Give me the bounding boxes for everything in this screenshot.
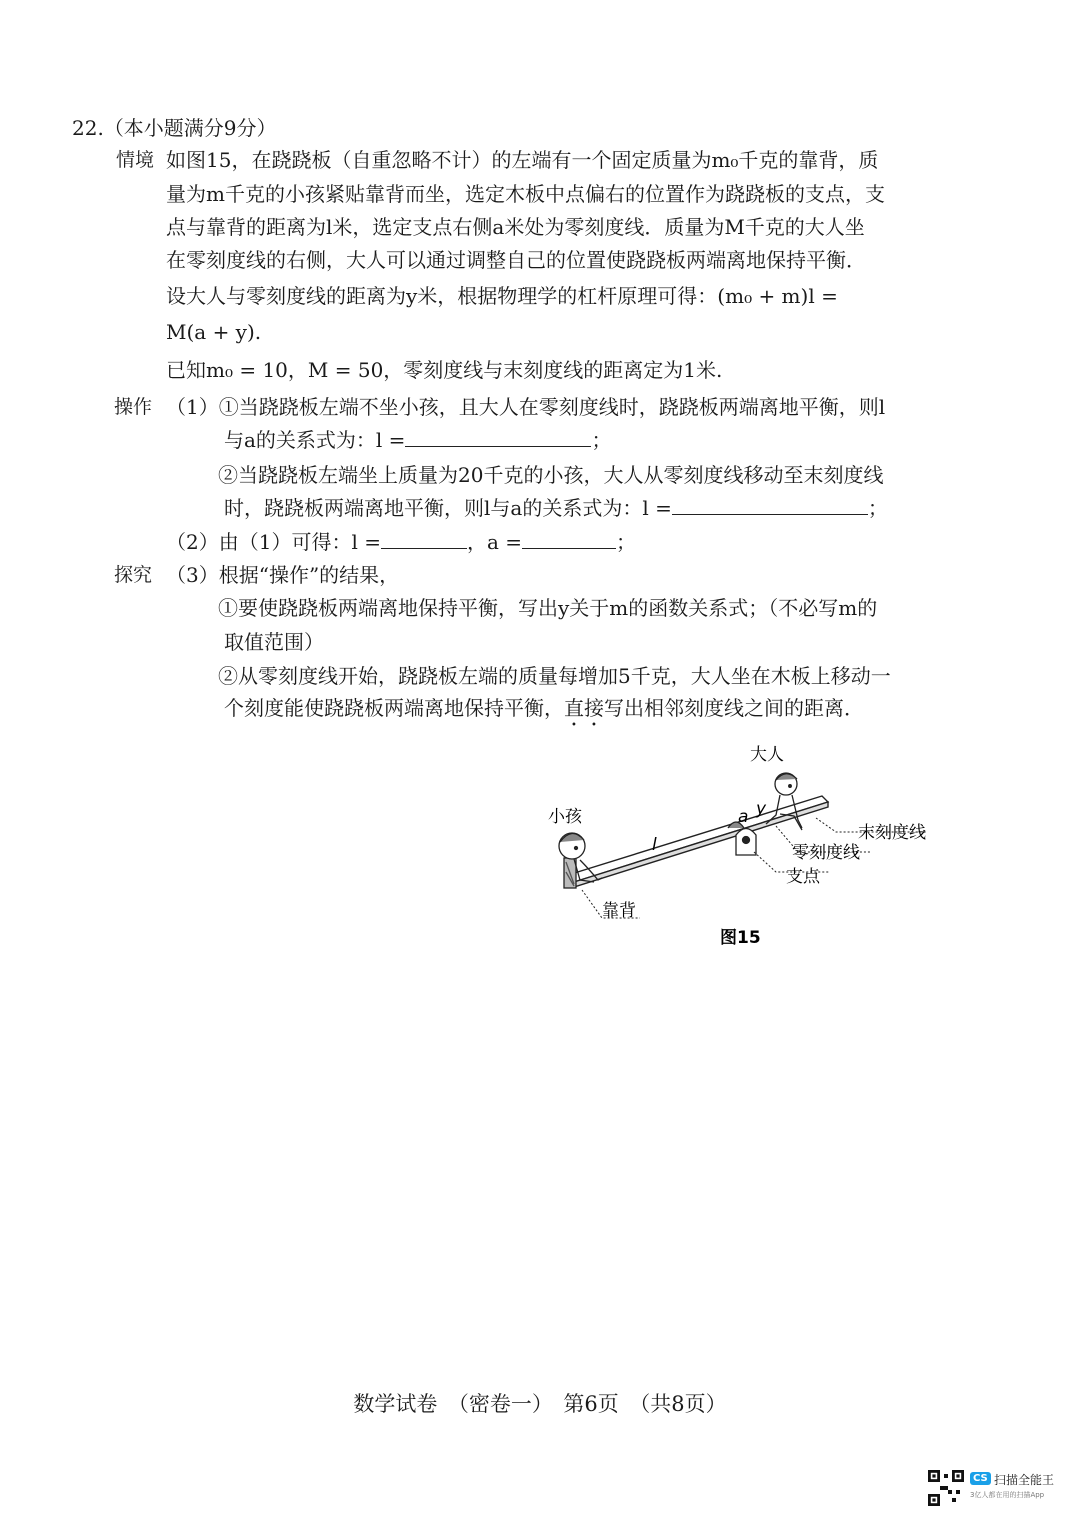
q1-2-line-b bbox=[224, 494, 888, 522]
operation-tag: 操作 bbox=[114, 396, 153, 418]
q3-1-line-b: 取值范围） bbox=[224, 630, 324, 654]
figure-label-adult: 大人 bbox=[750, 745, 784, 765]
scanner-slogan: 3亿人都在用的扫描App bbox=[970, 1491, 1045, 1499]
scanner-watermark bbox=[928, 1470, 1068, 1516]
figure-label-zero-line: 零刻度线 bbox=[792, 843, 860, 863]
question-number: 22. bbox=[72, 116, 104, 140]
seesaw-figure bbox=[540, 740, 960, 970]
figure-label-pivot: 支点 bbox=[786, 867, 820, 887]
scenario-line-3: 点与靠背的距离为l米，选定支点右侧a米处为零刻度线．质量为M千克的大人坐 bbox=[166, 215, 865, 239]
q3-2-line-a: ②从零刻度线开始，跷跷板左端的质量每增加5千克，大人坐在木板上移动一 bbox=[218, 664, 891, 688]
page-footer: 数学试卷 （密卷一） 第6页 （共8页） bbox=[353, 1392, 727, 1416]
q3-1-line-a: ①要使跷跷板两端离地保持平衡，写出y关于m的函数关系式；（不必写m的 bbox=[218, 596, 878, 620]
answer-blank-4[interactable] bbox=[522, 528, 616, 549]
q3-2-line-b bbox=[224, 694, 864, 731]
q3-2-text-pre: 个刻度能使跷跷板两端离地保持平衡， bbox=[224, 696, 564, 720]
backrest bbox=[564, 858, 576, 888]
scenario-tag: 情境 bbox=[116, 149, 155, 171]
answer-blank-3[interactable] bbox=[381, 528, 467, 549]
scenario-line-4: 在零刻度线的右侧，大人可以通过调整自己的位置使跷跷板两端离地保持平衡． bbox=[166, 248, 866, 272]
qr-code-icon bbox=[928, 1470, 964, 1506]
q2-prompt-l: （2）由（1）可得：l = bbox=[166, 530, 381, 554]
question-header bbox=[72, 114, 277, 142]
figure-label-backrest: 靠背 bbox=[602, 901, 636, 921]
scenario-line-7: 已知m₀ = 10，M = 50，零刻度线与末刻度线的距离定为1米. bbox=[166, 358, 723, 382]
q1-1-prompt: 与a的关系式为：l = bbox=[224, 428, 406, 452]
scanner-name: 扫描全能王 bbox=[994, 1473, 1055, 1487]
q2-line bbox=[166, 528, 636, 556]
q1-2-line-a: ②当跷跷板左端坐上质量为20千克的小孩，大人从零刻度线移动至末刻度线 bbox=[218, 463, 884, 487]
semicolon: ； bbox=[591, 428, 612, 452]
scenario-line-5: 设大人与零刻度线的距离为y米，根据物理学的杠杆原理可得：(m₀ + m)l = bbox=[166, 284, 838, 308]
scenario-line-2: 量为m千克的小孩紧贴靠背而坐，选定木板中点偏右的位置作为跷跷板的支点，支 bbox=[166, 182, 885, 206]
answer-blank-1[interactable] bbox=[405, 426, 591, 447]
figure-label-l: l bbox=[652, 835, 657, 855]
scanner-badge: CS bbox=[970, 1472, 991, 1485]
q1-1-line-a: （1）①当跷跷板左端不坐小孩，且大人在零刻度线时，跷跷板两端离地平衡，则l bbox=[166, 395, 886, 419]
question-points: （本小题满分9分） bbox=[103, 116, 277, 140]
figure-label-a: a bbox=[738, 807, 749, 827]
q3-line: （3）根据“操作”的结果， bbox=[166, 563, 400, 587]
q1-1-line-b bbox=[224, 426, 611, 454]
answer-blank-2[interactable] bbox=[672, 494, 868, 515]
semicolon: ； bbox=[867, 496, 888, 520]
scenario-line-6: M(a + y). bbox=[166, 320, 262, 344]
q2-prompt-a: ，a = bbox=[466, 530, 523, 554]
q1-2-prompt: 时，跷跷板两端离地平衡，则l与a的关系式为：l = bbox=[224, 496, 672, 520]
q3-2-emphasis: 直接 bbox=[564, 696, 604, 720]
figure-label-y: y bbox=[756, 799, 767, 819]
figure-label-end-line: 末刻度线 bbox=[858, 823, 926, 843]
semicolon: ； bbox=[616, 530, 637, 554]
figure-label-child: 小孩 bbox=[548, 807, 582, 827]
figure-caption: 图15 bbox=[720, 928, 761, 948]
q3-2-text-post: 写出相邻刻度线之间的距离． bbox=[604, 696, 864, 720]
scenario-line-1: 如图15，在跷跷板（自重忽略不计）的左端有一个固定质量为m₀千克的靠背，质 bbox=[166, 148, 879, 172]
explore-tag: 探究 bbox=[114, 564, 153, 586]
